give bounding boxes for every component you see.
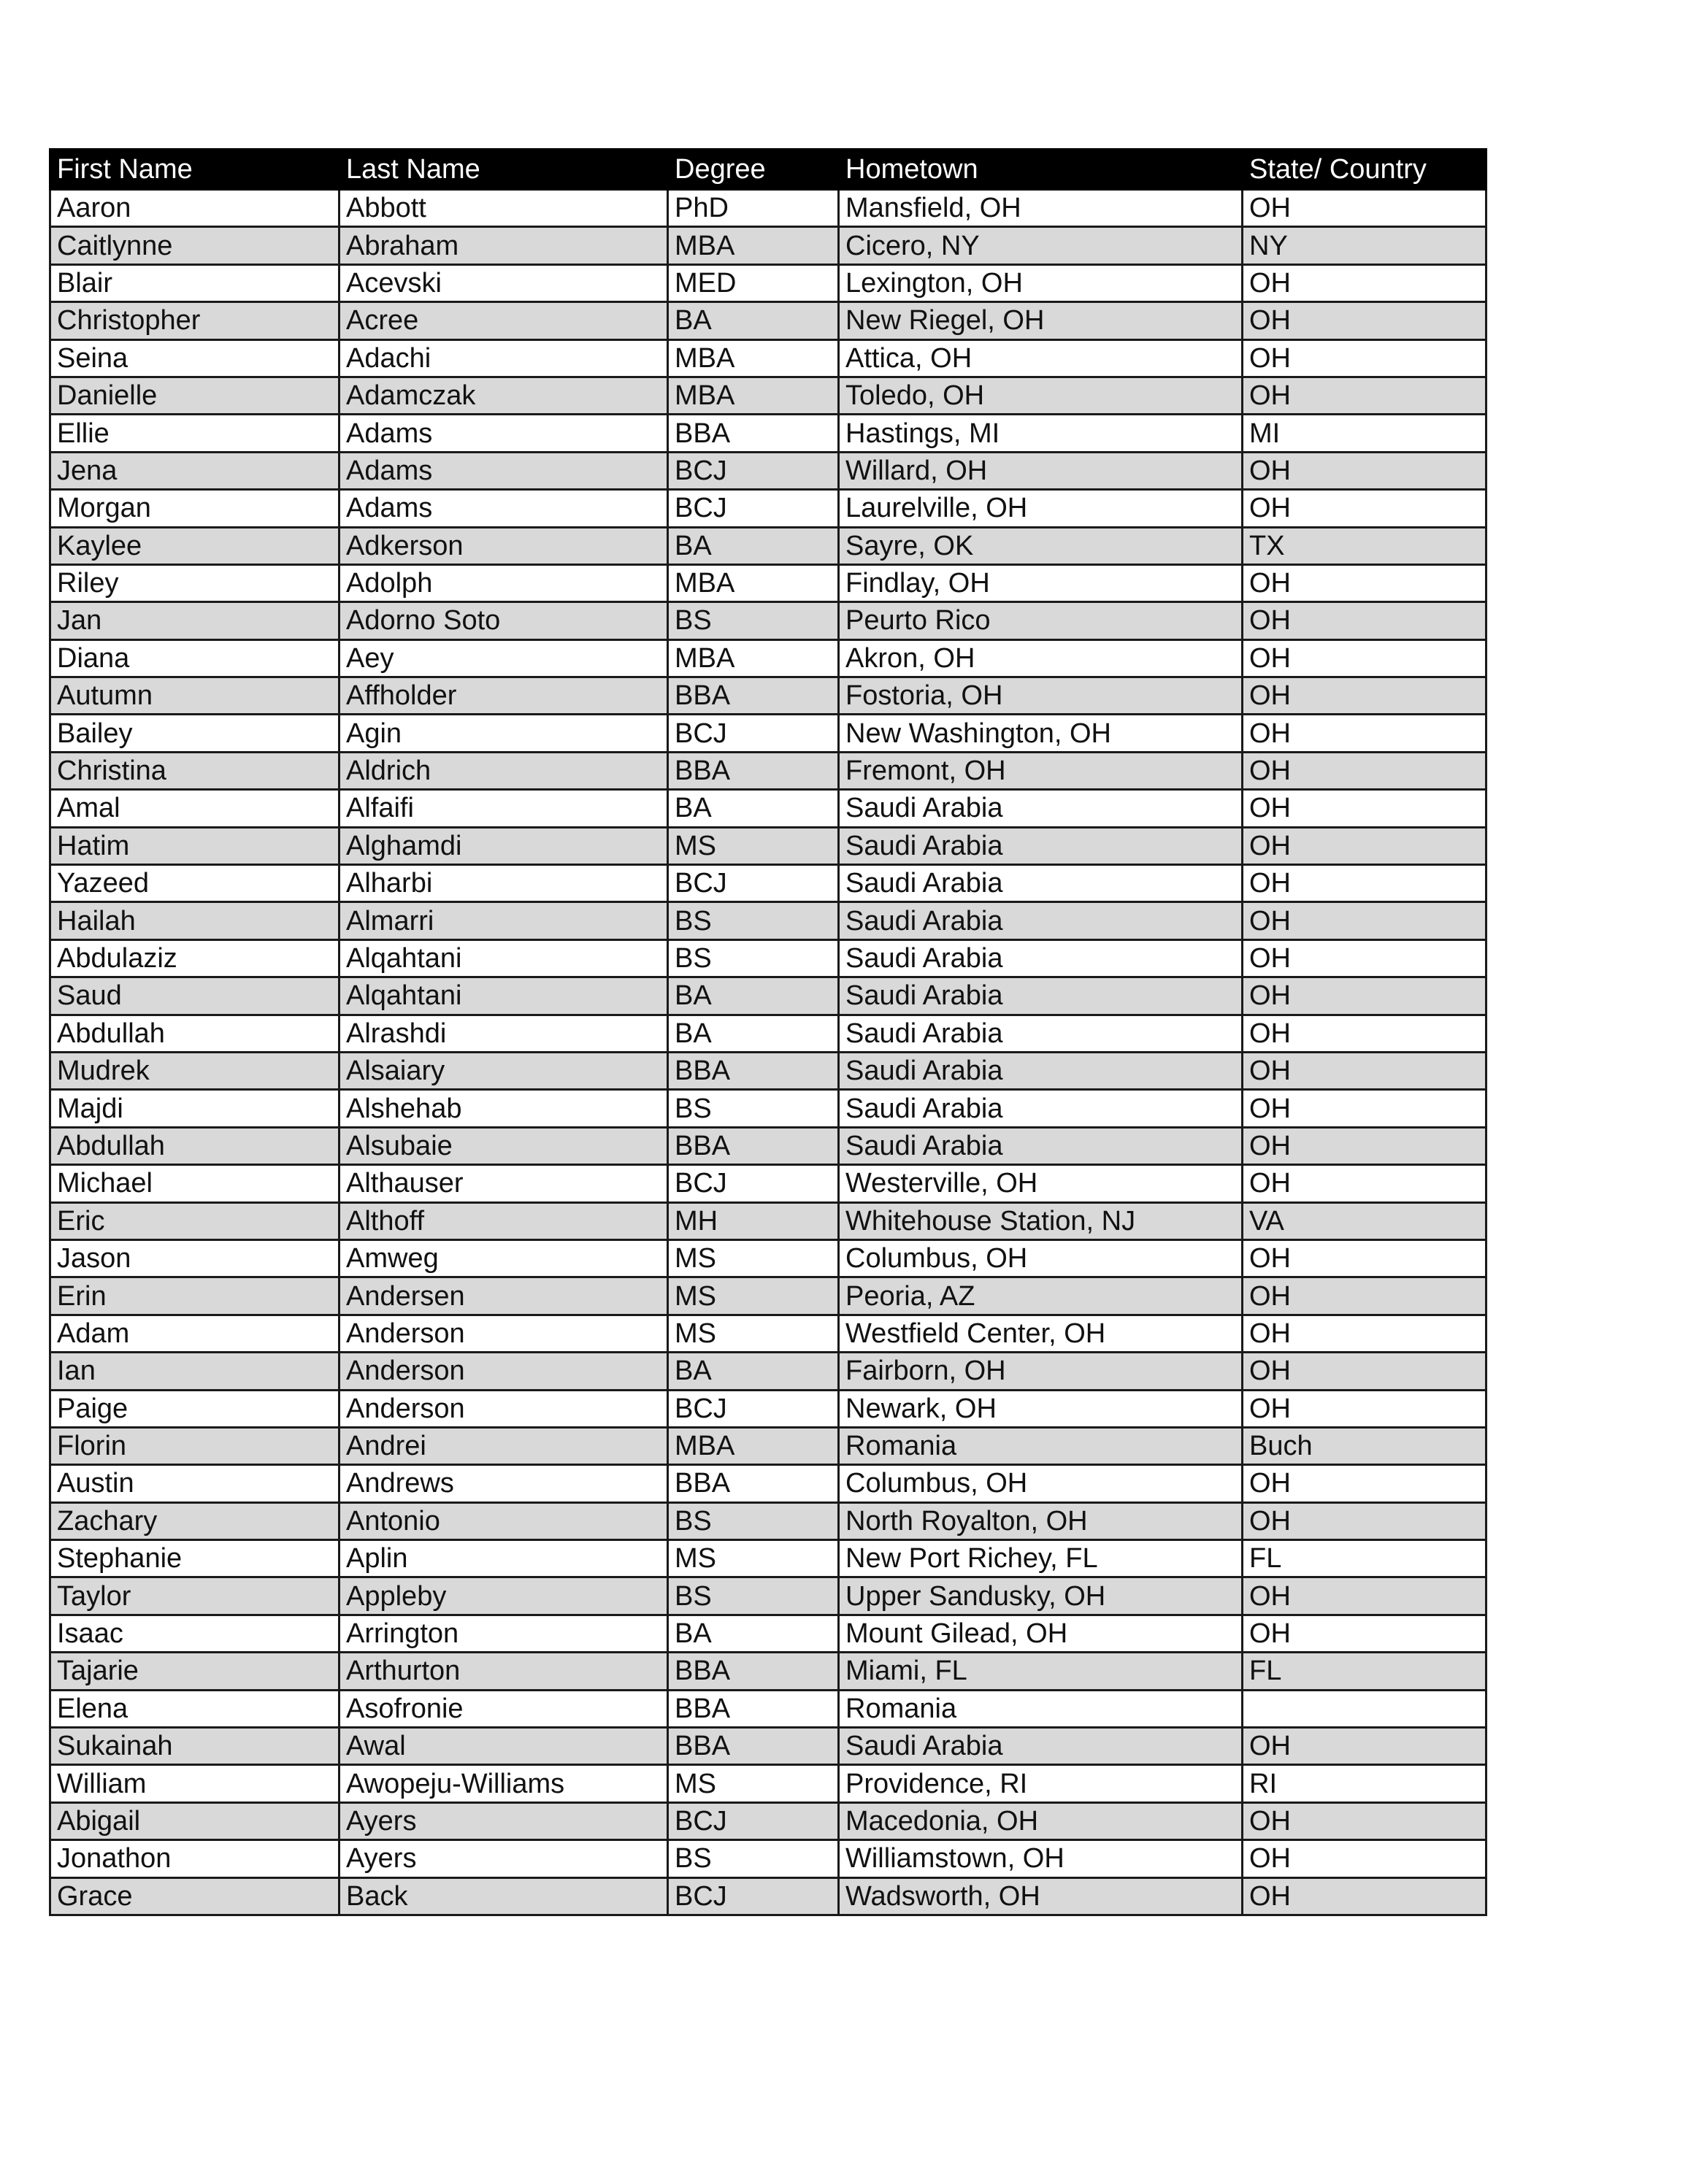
state-country-cell: OH bbox=[1243, 1390, 1486, 1427]
hometown-cell: Romania bbox=[839, 1427, 1243, 1464]
first-name-cell: Tajarie bbox=[50, 1653, 339, 1690]
table-row bbox=[50, 1877, 1486, 1915]
last-name-cell: Affholder bbox=[339, 677, 668, 715]
degree-cell: MBA bbox=[668, 377, 839, 414]
first-name-cell: Caitlynne bbox=[50, 227, 339, 264]
last-name-cell: Adorno Soto bbox=[339, 602, 668, 639]
first-name-cell: Paige bbox=[50, 1390, 339, 1427]
last-name-cell: Adams bbox=[339, 452, 668, 489]
degree-cell: BCJ bbox=[668, 865, 839, 902]
state-country-cell: OH bbox=[1243, 490, 1486, 527]
first-name-cell: Elena bbox=[50, 1690, 339, 1727]
first-name-cell: Kaylee bbox=[50, 527, 339, 564]
state-country-cell bbox=[1243, 1690, 1486, 1727]
table-row bbox=[50, 452, 1486, 489]
degree-cell: MH bbox=[668, 1202, 839, 1239]
last-name-cell: Alqahtani bbox=[339, 939, 668, 977]
state-country-cell: OH bbox=[1243, 339, 1486, 377]
first-name-cell: Christina bbox=[50, 752, 339, 789]
degree-cell: BCJ bbox=[668, 452, 839, 489]
table-row bbox=[50, 1540, 1486, 1577]
table-row bbox=[50, 1502, 1486, 1539]
first-name-cell: Bailey bbox=[50, 715, 339, 752]
last-name-cell: Awopeju-Williams bbox=[339, 1765, 668, 1802]
table-row bbox=[50, 302, 1486, 339]
first-name-cell: Isaac bbox=[50, 1615, 339, 1652]
state-country-cell: OH bbox=[1243, 452, 1486, 489]
table-row bbox=[50, 190, 1486, 227]
degree-cell: BCJ bbox=[668, 1802, 839, 1839]
state-country-cell: OH bbox=[1243, 1353, 1486, 1390]
hometown-cell: Sayre, OK bbox=[839, 527, 1243, 564]
first-name-cell: Grace bbox=[50, 1877, 339, 1915]
hometown-cell: Lexington, OH bbox=[839, 264, 1243, 301]
state-country-cell: OH bbox=[1243, 1502, 1486, 1539]
last-name-cell: Arrington bbox=[339, 1615, 668, 1652]
degree-cell: BBA bbox=[668, 1052, 839, 1089]
hometown-cell: Toledo, OH bbox=[839, 377, 1243, 414]
degree-cell: BS bbox=[668, 1577, 839, 1615]
state-country-cell: MI bbox=[1243, 415, 1486, 452]
hometown-cell: Upper Sandusky, OH bbox=[839, 1577, 1243, 1615]
table-row bbox=[50, 1728, 1486, 1765]
last-name-cell: Alrashdi bbox=[339, 1015, 668, 1052]
degree-cell: BS bbox=[668, 1502, 839, 1539]
table-row bbox=[50, 1577, 1486, 1615]
degree-cell: BS bbox=[668, 602, 839, 639]
first-name-cell: Jan bbox=[50, 602, 339, 639]
last-name-cell: Aey bbox=[339, 639, 668, 677]
first-name-cell: Yazeed bbox=[50, 865, 339, 902]
last-name-cell: Arthurton bbox=[339, 1653, 668, 1690]
degree-cell: MS bbox=[668, 1277, 839, 1315]
degree-cell: PhD bbox=[668, 190, 839, 227]
state-country-cell: OH bbox=[1243, 1840, 1486, 1877]
hometown-cell: Fostoria, OH bbox=[839, 677, 1243, 715]
first-name-cell: Majdi bbox=[50, 1090, 339, 1127]
last-name-cell: Andrei bbox=[339, 1427, 668, 1464]
hometown-cell: Peoria, AZ bbox=[839, 1277, 1243, 1315]
degree-cell: BS bbox=[668, 1840, 839, 1877]
last-name-cell: Adams bbox=[339, 415, 668, 452]
hometown-cell: Wadsworth, OH bbox=[839, 1877, 1243, 1915]
hometown-cell: Columbus, OH bbox=[839, 1465, 1243, 1502]
state-country-cell: OH bbox=[1243, 1015, 1486, 1052]
hometown-cell: Hastings, MI bbox=[839, 415, 1243, 452]
first-name-cell: Abdullah bbox=[50, 1015, 339, 1052]
hometown-cell: Saudi Arabia bbox=[839, 1127, 1243, 1164]
state-country-cell: OH bbox=[1243, 602, 1486, 639]
state-country-cell: OH bbox=[1243, 190, 1486, 227]
last-name-cell: Althoff bbox=[339, 1202, 668, 1239]
hometown-cell: Cicero, NY bbox=[839, 227, 1243, 264]
last-name-cell: Adkerson bbox=[339, 527, 668, 564]
table-row bbox=[50, 865, 1486, 902]
degree-cell: MS bbox=[668, 1315, 839, 1352]
table-row bbox=[50, 602, 1486, 639]
degree-cell: BA bbox=[668, 1615, 839, 1652]
degree-cell: MBA bbox=[668, 1427, 839, 1464]
degree-cell: BA bbox=[668, 1353, 839, 1390]
table-body bbox=[50, 190, 1486, 1915]
last-name-cell: Alharbi bbox=[339, 865, 668, 902]
degree-cell: BCJ bbox=[668, 715, 839, 752]
last-name-cell: Acree bbox=[339, 302, 668, 339]
last-name-cell: Alqahtani bbox=[339, 977, 668, 1015]
table-row bbox=[50, 1465, 1486, 1502]
state-country-cell: OH bbox=[1243, 1577, 1486, 1615]
table-row bbox=[50, 1202, 1486, 1239]
first-name-cell: Abdulaziz bbox=[50, 939, 339, 977]
degree-cell: BS bbox=[668, 939, 839, 977]
table-row bbox=[50, 1802, 1486, 1839]
first-name-cell: Amal bbox=[50, 790, 339, 827]
hometown-cell: Saudi Arabia bbox=[839, 1090, 1243, 1127]
table-row bbox=[50, 939, 1486, 977]
hometown-cell: Willard, OH bbox=[839, 452, 1243, 489]
degree-cell: BBA bbox=[668, 1728, 839, 1765]
table-row bbox=[50, 1090, 1486, 1127]
state-country-cell: OH bbox=[1243, 1802, 1486, 1839]
hometown-cell: Westerville, OH bbox=[839, 1165, 1243, 1202]
last-name-cell: Appleby bbox=[339, 1577, 668, 1615]
state-country-cell: OH bbox=[1243, 1127, 1486, 1164]
table-row bbox=[50, 339, 1486, 377]
table-row bbox=[50, 902, 1486, 939]
hometown-cell: Whitehouse Station, NJ bbox=[839, 1202, 1243, 1239]
hometown-cell: Saudi Arabia bbox=[839, 865, 1243, 902]
last-name-cell: Andersen bbox=[339, 1277, 668, 1315]
table-row bbox=[50, 1653, 1486, 1690]
last-name-cell: Adamczak bbox=[339, 377, 668, 414]
first-name-cell: William bbox=[50, 1765, 339, 1802]
degree-cell: BA bbox=[668, 302, 839, 339]
column-header-hometown: Hometown bbox=[839, 150, 1243, 190]
state-country-cell: OH bbox=[1243, 1615, 1486, 1652]
hometown-cell: Fremont, OH bbox=[839, 752, 1243, 789]
first-name-cell: Austin bbox=[50, 1465, 339, 1502]
state-country-cell: OH bbox=[1243, 1877, 1486, 1915]
degree-cell: BA bbox=[668, 790, 839, 827]
first-name-cell: Jonathon bbox=[50, 1840, 339, 1877]
table-row bbox=[50, 1165, 1486, 1202]
first-name-cell: Taylor bbox=[50, 1577, 339, 1615]
degree-cell: BBA bbox=[668, 1465, 839, 1502]
state-country-cell: OH bbox=[1243, 302, 1486, 339]
last-name-cell: Anderson bbox=[339, 1353, 668, 1390]
degree-cell: MBA bbox=[668, 227, 839, 264]
degree-cell: MBA bbox=[668, 564, 839, 601]
table-row bbox=[50, 1427, 1486, 1464]
first-name-cell: Sukainah bbox=[50, 1728, 339, 1765]
degree-cell: BBA bbox=[668, 752, 839, 789]
first-name-cell: Christopher bbox=[50, 302, 339, 339]
hometown-cell: Saudi Arabia bbox=[839, 1052, 1243, 1089]
last-name-cell: Althauser bbox=[339, 1165, 668, 1202]
first-name-cell: Ian bbox=[50, 1353, 339, 1390]
table-row bbox=[50, 1390, 1486, 1427]
degree-cell: MS bbox=[668, 1239, 839, 1277]
table-row bbox=[50, 677, 1486, 715]
hometown-cell: Saudi Arabia bbox=[839, 827, 1243, 864]
hometown-cell: Saudi Arabia bbox=[839, 1015, 1243, 1052]
state-country-cell: NY bbox=[1243, 227, 1486, 264]
last-name-cell: Alsubaie bbox=[339, 1127, 668, 1164]
state-country-cell: OH bbox=[1243, 1315, 1486, 1352]
first-name-cell: Abdullah bbox=[50, 1127, 339, 1164]
last-name-cell: Ayers bbox=[339, 1840, 668, 1877]
state-country-cell: OH bbox=[1243, 1090, 1486, 1127]
first-name-cell: Michael bbox=[50, 1165, 339, 1202]
table-row bbox=[50, 1127, 1486, 1164]
hometown-cell: Saudi Arabia bbox=[839, 977, 1243, 1015]
state-country-cell: OH bbox=[1243, 264, 1486, 301]
state-country-cell: OH bbox=[1243, 1165, 1486, 1202]
last-name-cell: Adachi bbox=[339, 339, 668, 377]
last-name-cell: Agin bbox=[339, 715, 668, 752]
last-name-cell: Amweg bbox=[339, 1239, 668, 1277]
hometown-cell: Newark, OH bbox=[839, 1390, 1243, 1427]
hometown-cell: Fairborn, OH bbox=[839, 1353, 1243, 1390]
hometown-cell: Attica, OH bbox=[839, 339, 1243, 377]
first-name-cell: Seina bbox=[50, 339, 339, 377]
last-name-cell: Acevski bbox=[339, 264, 668, 301]
last-name-cell: Asofronie bbox=[339, 1690, 668, 1727]
degree-cell: BCJ bbox=[668, 490, 839, 527]
state-country-cell: RI bbox=[1243, 1765, 1486, 1802]
first-name-cell: Erin bbox=[50, 1277, 339, 1315]
hometown-cell: Saudi Arabia bbox=[839, 1728, 1243, 1765]
last-name-cell: Antonio bbox=[339, 1502, 668, 1539]
state-country-cell: FL bbox=[1243, 1540, 1486, 1577]
last-name-cell: Aldrich bbox=[339, 752, 668, 789]
hometown-cell: Providence, RI bbox=[839, 1765, 1243, 1802]
last-name-cell: Awal bbox=[339, 1728, 668, 1765]
table-row bbox=[50, 490, 1486, 527]
state-country-cell: OH bbox=[1243, 902, 1486, 939]
state-country-cell: OH bbox=[1243, 790, 1486, 827]
hometown-cell: Peurto Rico bbox=[839, 602, 1243, 639]
hometown-cell: Williamstown, OH bbox=[839, 1840, 1243, 1877]
state-country-cell: OH bbox=[1243, 939, 1486, 977]
table-row bbox=[50, 377, 1486, 414]
state-country-cell: OH bbox=[1243, 1239, 1486, 1277]
state-country-cell: TX bbox=[1243, 527, 1486, 564]
table-row bbox=[50, 527, 1486, 564]
first-name-cell: Ellie bbox=[50, 415, 339, 452]
table-row bbox=[50, 1765, 1486, 1802]
table-row bbox=[50, 1052, 1486, 1089]
degree-cell: BBA bbox=[668, 1653, 839, 1690]
hometown-cell: Columbus, OH bbox=[839, 1239, 1243, 1277]
hometown-cell: Saudi Arabia bbox=[839, 939, 1243, 977]
state-country-cell: VA bbox=[1243, 1202, 1486, 1239]
table-row bbox=[50, 1353, 1486, 1390]
column-header-degree: Degree bbox=[668, 150, 839, 190]
last-name-cell: Alshehab bbox=[339, 1090, 668, 1127]
table-row bbox=[50, 1239, 1486, 1277]
state-country-cell: OH bbox=[1243, 865, 1486, 902]
hometown-cell: Westfield Center, OH bbox=[839, 1315, 1243, 1352]
last-name-cell: Anderson bbox=[339, 1315, 668, 1352]
first-name-cell: Eric bbox=[50, 1202, 339, 1239]
table-row bbox=[50, 639, 1486, 677]
state-country-cell: OH bbox=[1243, 827, 1486, 864]
table-row bbox=[50, 715, 1486, 752]
degree-cell: MS bbox=[668, 1540, 839, 1577]
first-name-cell: Florin bbox=[50, 1427, 339, 1464]
last-name-cell: Adolph bbox=[339, 564, 668, 601]
degree-cell: BBA bbox=[668, 677, 839, 715]
state-country-cell: OH bbox=[1243, 752, 1486, 789]
first-name-cell: Hatim bbox=[50, 827, 339, 864]
degree-cell: BBA bbox=[668, 1690, 839, 1727]
first-name-cell: Stephanie bbox=[50, 1540, 339, 1577]
table-row bbox=[50, 264, 1486, 301]
column-header-first-name: First Name bbox=[50, 150, 339, 190]
degree-cell: MS bbox=[668, 1765, 839, 1802]
last-name-cell: Almarri bbox=[339, 902, 668, 939]
table-row bbox=[50, 415, 1486, 452]
first-name-cell: Abigail bbox=[50, 1802, 339, 1839]
state-country-cell: OH bbox=[1243, 715, 1486, 752]
table-row bbox=[50, 1277, 1486, 1315]
hometown-cell: Mansfield, OH bbox=[839, 190, 1243, 227]
state-country-cell: FL bbox=[1243, 1653, 1486, 1690]
degree-cell: BS bbox=[668, 902, 839, 939]
hometown-cell: New Washington, OH bbox=[839, 715, 1243, 752]
hometown-cell: Mount Gilead, OH bbox=[839, 1615, 1243, 1652]
state-country-cell: Buch bbox=[1243, 1427, 1486, 1464]
first-name-cell: Jena bbox=[50, 452, 339, 489]
header-row bbox=[50, 150, 1486, 190]
table-row bbox=[50, 1015, 1486, 1052]
first-name-cell: Zachary bbox=[50, 1502, 339, 1539]
last-name-cell: Back bbox=[339, 1877, 668, 1915]
table-row bbox=[50, 1615, 1486, 1652]
first-name-cell: Jason bbox=[50, 1239, 339, 1277]
first-name-cell: Morgan bbox=[50, 490, 339, 527]
first-name-cell: Saud bbox=[50, 977, 339, 1015]
table-header bbox=[50, 150, 1486, 190]
state-country-cell: OH bbox=[1243, 977, 1486, 1015]
state-country-cell: OH bbox=[1243, 1052, 1486, 1089]
state-country-cell: OH bbox=[1243, 677, 1486, 715]
hometown-cell: Findlay, OH bbox=[839, 564, 1243, 601]
hometown-cell: Laurelville, OH bbox=[839, 490, 1243, 527]
degree-cell: BBA bbox=[668, 1127, 839, 1164]
state-country-cell: OH bbox=[1243, 1277, 1486, 1315]
table-row bbox=[50, 977, 1486, 1015]
degree-cell: BCJ bbox=[668, 1877, 839, 1915]
hometown-cell: Saudi Arabia bbox=[839, 902, 1243, 939]
table-row bbox=[50, 790, 1486, 827]
degree-cell: BS bbox=[668, 1090, 839, 1127]
last-name-cell: Aplin bbox=[339, 1540, 668, 1577]
hometown-cell: New Riegel, OH bbox=[839, 302, 1243, 339]
table-row bbox=[50, 227, 1486, 264]
first-name-cell: Hailah bbox=[50, 902, 339, 939]
column-header-last-name: Last Name bbox=[339, 150, 668, 190]
last-name-cell: Abbott bbox=[339, 190, 668, 227]
table-row bbox=[50, 1690, 1486, 1727]
roster-table bbox=[49, 148, 1487, 1916]
hometown-cell: Romania bbox=[839, 1690, 1243, 1727]
first-name-cell: Blair bbox=[50, 264, 339, 301]
last-name-cell: Adams bbox=[339, 490, 668, 527]
degree-cell: BA bbox=[668, 1015, 839, 1052]
state-country-cell: OH bbox=[1243, 564, 1486, 601]
hometown-cell: Akron, OH bbox=[839, 639, 1243, 677]
table-row bbox=[50, 1840, 1486, 1877]
degree-cell: MBA bbox=[668, 339, 839, 377]
first-name-cell: Danielle bbox=[50, 377, 339, 414]
degree-cell: MBA bbox=[668, 639, 839, 677]
hometown-cell: Miami, FL bbox=[839, 1653, 1243, 1690]
degree-cell: BA bbox=[668, 977, 839, 1015]
state-country-cell: OH bbox=[1243, 1728, 1486, 1765]
first-name-cell: Autumn bbox=[50, 677, 339, 715]
first-name-cell: Aaron bbox=[50, 190, 339, 227]
degree-cell: MED bbox=[668, 264, 839, 301]
last-name-cell: Abraham bbox=[339, 227, 668, 264]
last-name-cell: Andrews bbox=[339, 1465, 668, 1502]
last-name-cell: Alghamdi bbox=[339, 827, 668, 864]
last-name-cell: Ayers bbox=[339, 1802, 668, 1839]
last-name-cell: Alsaiary bbox=[339, 1052, 668, 1089]
first-name-cell: Riley bbox=[50, 564, 339, 601]
last-name-cell: Anderson bbox=[339, 1390, 668, 1427]
state-country-cell: OH bbox=[1243, 639, 1486, 677]
first-name-cell: Adam bbox=[50, 1315, 339, 1352]
table-row bbox=[50, 827, 1486, 864]
degree-cell: BCJ bbox=[668, 1165, 839, 1202]
degree-cell: BCJ bbox=[668, 1390, 839, 1427]
degree-cell: BA bbox=[668, 527, 839, 564]
table-row bbox=[50, 1315, 1486, 1352]
table-row bbox=[50, 564, 1486, 601]
state-country-cell: OH bbox=[1243, 1465, 1486, 1502]
degree-cell: MS bbox=[668, 827, 839, 864]
last-name-cell: Alfaifi bbox=[339, 790, 668, 827]
hometown-cell: Saudi Arabia bbox=[839, 790, 1243, 827]
column-header-state-country: State/ Country bbox=[1243, 150, 1486, 190]
state-country-cell: OH bbox=[1243, 377, 1486, 414]
hometown-cell: North Royalton, OH bbox=[839, 1502, 1243, 1539]
hometown-cell: Macedonia, OH bbox=[839, 1802, 1243, 1839]
table-row bbox=[50, 752, 1486, 789]
degree-cell: BBA bbox=[668, 415, 839, 452]
hometown-cell: New Port Richey, FL bbox=[839, 1540, 1243, 1577]
first-name-cell: Diana bbox=[50, 639, 339, 677]
first-name-cell: Mudrek bbox=[50, 1052, 339, 1089]
